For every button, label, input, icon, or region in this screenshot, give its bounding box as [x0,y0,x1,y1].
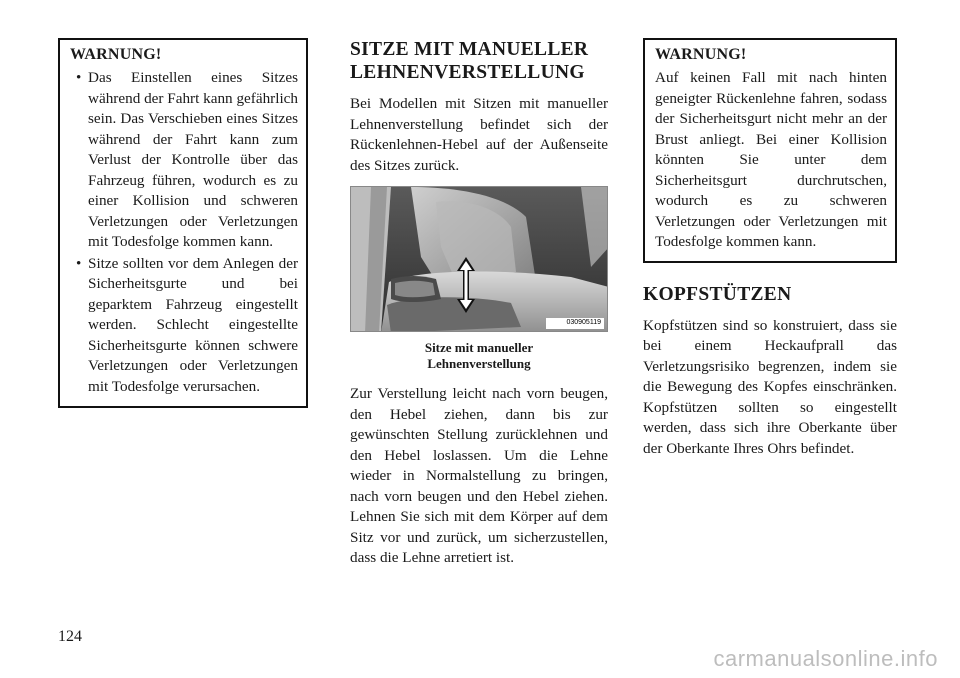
middle-column [350,38,608,569]
left-column [58,38,308,408]
seat-illustration [351,187,608,332]
section-heading-head-restraints: KOPFSTÜTZEN [643,283,792,305]
seat-recline-photo [350,186,608,332]
bullet-icon: • [76,254,82,272]
warning-item-text: Sitze sollten vor dem Anlegen der Sicherheitsgurte und bei geparktem Fahrzeug eingestellt werden. Schlecht eingestellte Sicherheitsgurte können schwere Verletzungen oder Verletzungen mit Todesfolge verursachen. [88,254,298,395]
warning-list [70,68,298,397]
warning-title: WARNUNG! [655,46,747,63]
warning-box-recline [643,38,897,263]
caption-line: Lehnenverstellung [427,356,531,371]
warning-title: WARNUNG! [70,46,162,63]
heading-line: LEHNENVERSTELLUNG [350,62,585,83]
bullet-icon: • [76,69,82,86]
section-heading-manual-recline [350,38,608,84]
warning-item [70,68,298,253]
figure-code: 030905119 [566,319,601,326]
watermark: carmanualsonline.info [713,646,938,671]
page-number: 124 [58,628,82,645]
figure-caption [350,340,608,372]
intro-paragraph: Bei Modellen mit Sitzen mit manueller Lehnenverstellung befindet sich der Rückenlehnen-Hebel auf der Außenseite des Sitzes zurück. [350,95,608,174]
warning-text: Auf keinen Fall mit nach hinten geneigter Rückenlehne fahren, sodass der Sicherheitsgurt nicht mehr an der Brust anliegt. Bei einer Kollision könnten Sie unter dem Sicherheitsgurt durchrutschen, wodurch es zu schweren Verletzungen oder Verletzungen mit Todesfolge kommen kann. [655,69,887,250]
body-paragraph: Zur Verstellung leicht nach vorn beugen, den Hebel ziehen, dann bis zur gewünschten Stellung zurücklehnen und den Hebel loslassen. Um die Lehne wieder in Normalstellung zu bringen, nach vorn beugen und den Hebel ziehen. Lehnen Sie sich mit dem Körper auf dem Sitz vor und zurück, um sicherzustellen, dass die Lehne arretiert ist. [350,385,608,566]
warning-box-seat-adjust [58,38,308,408]
caption-line: Sitze mit manueller [424,340,534,355]
body-paragraph: Kopfstützen sind so konstruiert, dass sie bei einem Heckaufprall das Verletzungsrisiko begrenzen, indem sie die Bewegung des Kopfes einschränken. Kopfstützen sollten so eingestellt werden, dass sich ihre Oberkante über der Oberkante Ihres Ohrs befindet. [643,316,897,457]
warning-item-text: Das Einstellen eines Sitzes während der Fahrt kann gefährlich sein. Das Verschieben eines Sitzes während der Fahrt kann zum Verlust der Kontrolle über das Fahrzeug führen, wodurch es zu einer Kollision und schweren Verletzungen oder Verletzungen mit Todesfolge kommen kann. [88,69,299,250]
warning-item [70,254,298,398]
right-column [643,38,897,459]
heading-line: SITZE MIT MANUELLER [350,39,589,60]
